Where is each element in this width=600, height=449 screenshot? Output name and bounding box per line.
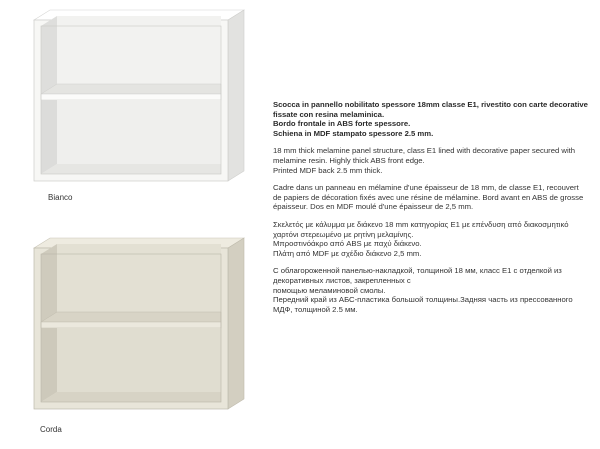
cabinet-interior-left-upper [41, 16, 57, 94]
description-line: Printed MDF back 2.5 mm thick. [273, 165, 383, 175]
cabinet-interior-back-lower [57, 328, 221, 392]
cabinet-interior-left-upper [41, 244, 57, 322]
description-line: С облагороженной панелью-накладкой, толщиной 18 мм, класс E1 с отделкой из [273, 266, 562, 276]
description-russian [273, 266, 593, 314]
description-line: Cadre dans un panneau en mélamine d'une épaisseur de 18 mm, de classe E1, recouvert [273, 183, 579, 193]
description-line: Σκελετός με κάλυμμα με διάκενο 18 mm κατηγορίας E1 με επένδυση από διακοσμητικό [273, 219, 569, 229]
description-line: χαρτόνι στερεωμένο με ρητίνη μελαμίνης. [273, 229, 414, 239]
cabinet-right-side [228, 238, 244, 409]
description-french [273, 183, 593, 212]
description-line: Scocca in pannello nobilitato spessore 18mm classe E1, rivestito con carte decorative [273, 100, 588, 109]
description-line: Передний край из АБС-пластика большой толщины.Задняя часть из прессованного [273, 295, 573, 305]
description-line: Πλάτη από MDF με σχέδιο διάκενο 2,5 mm. [273, 248, 422, 258]
description-greek [273, 220, 593, 258]
cabinet-bottom-floor [41, 392, 221, 402]
cabinet-image-bianco [22, 6, 272, 221]
description-line: fissate con resina melaminica. [273, 109, 385, 119]
cabinet-right-side [228, 10, 244, 181]
product-caption-bianco: Bianco [48, 193, 73, 202]
cabinet-bottom-floor [41, 164, 221, 174]
cabinet-shelf [41, 312, 221, 322]
cabinet-shelf-edge [41, 94, 221, 100]
cabinet-interior-back-lower [57, 100, 221, 164]
description-line: épaisseur. Dos en MDF moulé d'une épaisseur de 2,5 mm. [273, 202, 474, 212]
cabinet-interior-left-lower [41, 328, 57, 402]
description-italian [273, 100, 593, 138]
description-line: помощью меламиновой смолы. [273, 285, 386, 295]
cabinet-shelf-edge [41, 322, 221, 328]
description-line: melamine resin. Highly thick ABS front edge. [273, 155, 425, 165]
description-english [273, 146, 593, 175]
cabinet-illustration [22, 6, 272, 196]
description-line: Schiena in MDF stampato spessore 2.5 mm. [273, 128, 434, 138]
description-line: de papiers de décoration fixés avec une résine de mélamine. Bord avant en ABS de grosse [273, 192, 584, 202]
product-description [273, 100, 593, 322]
description-line: Bordo frontale in ABS forte spessore. [273, 119, 411, 129]
description-line: Μπροστινόάκρο από ABS με παχύ διάκενο. [273, 239, 422, 249]
description-line: МДФ, толщиной 2.5 мм. [273, 304, 358, 314]
cabinet-interior-left-lower [41, 100, 57, 174]
cabinet-shelf [41, 84, 221, 94]
product-caption-corda: Corda [40, 425, 62, 434]
description-line: декоративных листов, закрепленных с [273, 275, 411, 285]
cabinet-illustration [22, 234, 272, 424]
description-line: 18 mm thick melamine panel structure, class E1 lined with decorative paper secured with [273, 146, 576, 156]
cabinet-image-corda [22, 234, 272, 449]
